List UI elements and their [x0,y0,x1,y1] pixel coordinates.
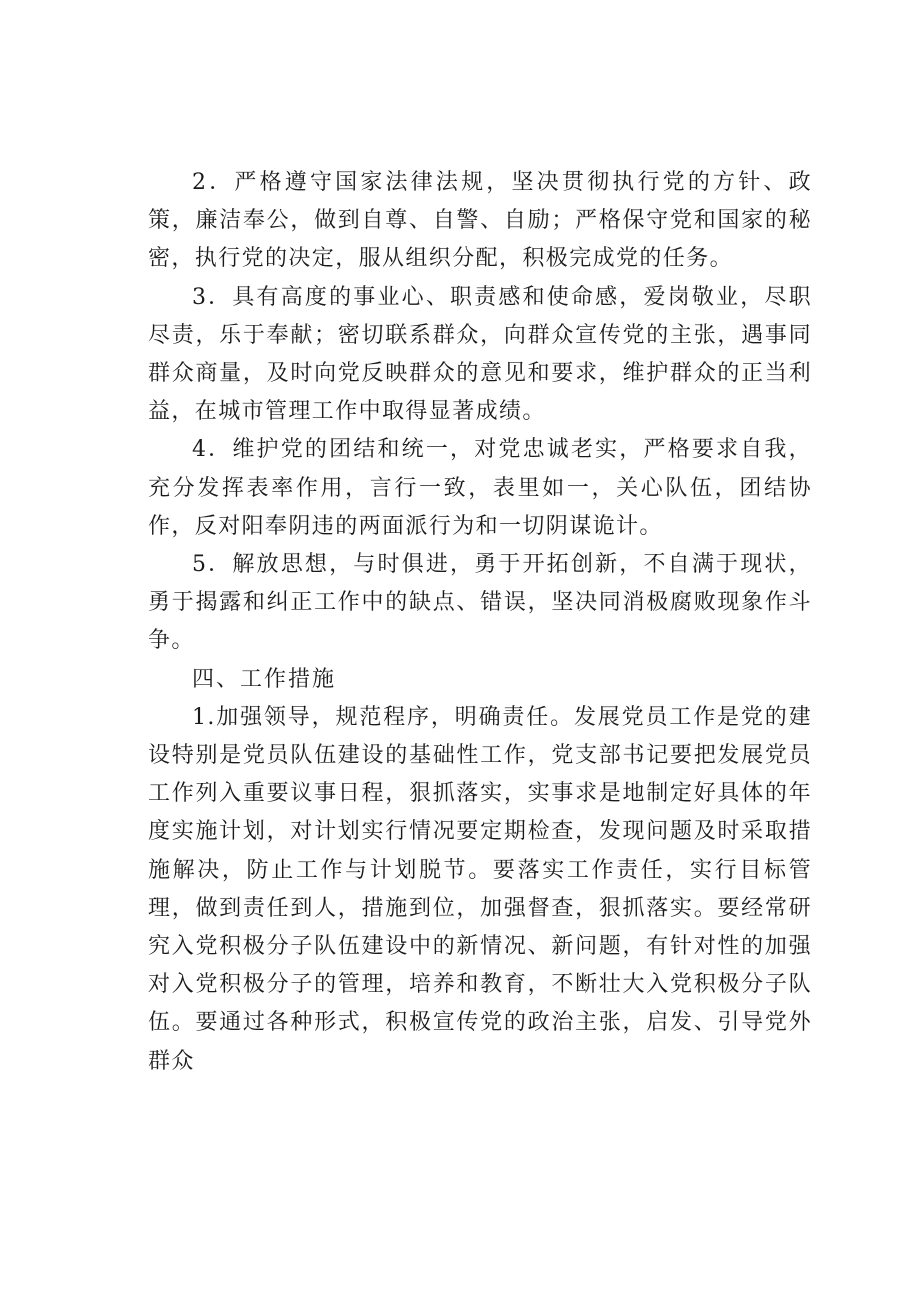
section-heading: 四、工作措施 [192,666,337,692]
paragraph-item-3: 3．具有高度的事业心、职责感和使命感，爱岗敬业，尽职尽责，乐于奉献；密切联系群众，向群众宣传党的主张，遇事同群众商量，及时向党反映群众的意见和要求，维护群众的正当利益，在城市管理工作中取得显著成绩。 [148,284,812,425]
paragraph-item-5: 5．解放思想，与时俱进，勇于开拓创新，不自满于现状，勇于揭露和纠正工作中的缺点、错误，坚决同消极腐败现象作斗争。 [148,552,812,654]
paragraph-item-2: 2．严格遵守国家法律法规，坚决贯彻执行党的方针、政策，廉洁奉公，做到自尊、自警、自励；严格保守党和国家的秘密，执行党的决定，服从组织分配，积极完成党的任务。 [148,170,812,272]
document-body [148,164,812,1081]
measure-paragraph-1: 1.加强领导，规范程序，明确责任。发展党员工作是党的建设特别是党员队伍建设的基础性工作，党支部书记要把发展党员工作列入重要议事日程，狠抓落实，实事求是地制定好具体的年度实施计划，对计划实行情况要定期检查，发现问题及时采取措施解决，防止工作与计划脱节。要落实工作责任，实行目标管理，做到责任到人，措施到位，加强督查，狠抓落实。要经常研究入党积极分子队伍建设中的新情况、新问题，有针对性的加强对入党积极分子的管理，培养和教育，不断壮大入党积极分子队伍。要通过各种形式，积极宣传党的政治主张，启发、引导党外群众 [148,704,812,1074]
paragraph-item-4: 4．维护党的团结和统一，对党忠诚老实，严格要求自我，充分发挥表率作用，言行一致，表里如一，关心队伍，团结协作，反对阳奉阴违的两面派行为和一切阴谋诡计。 [148,437,812,539]
